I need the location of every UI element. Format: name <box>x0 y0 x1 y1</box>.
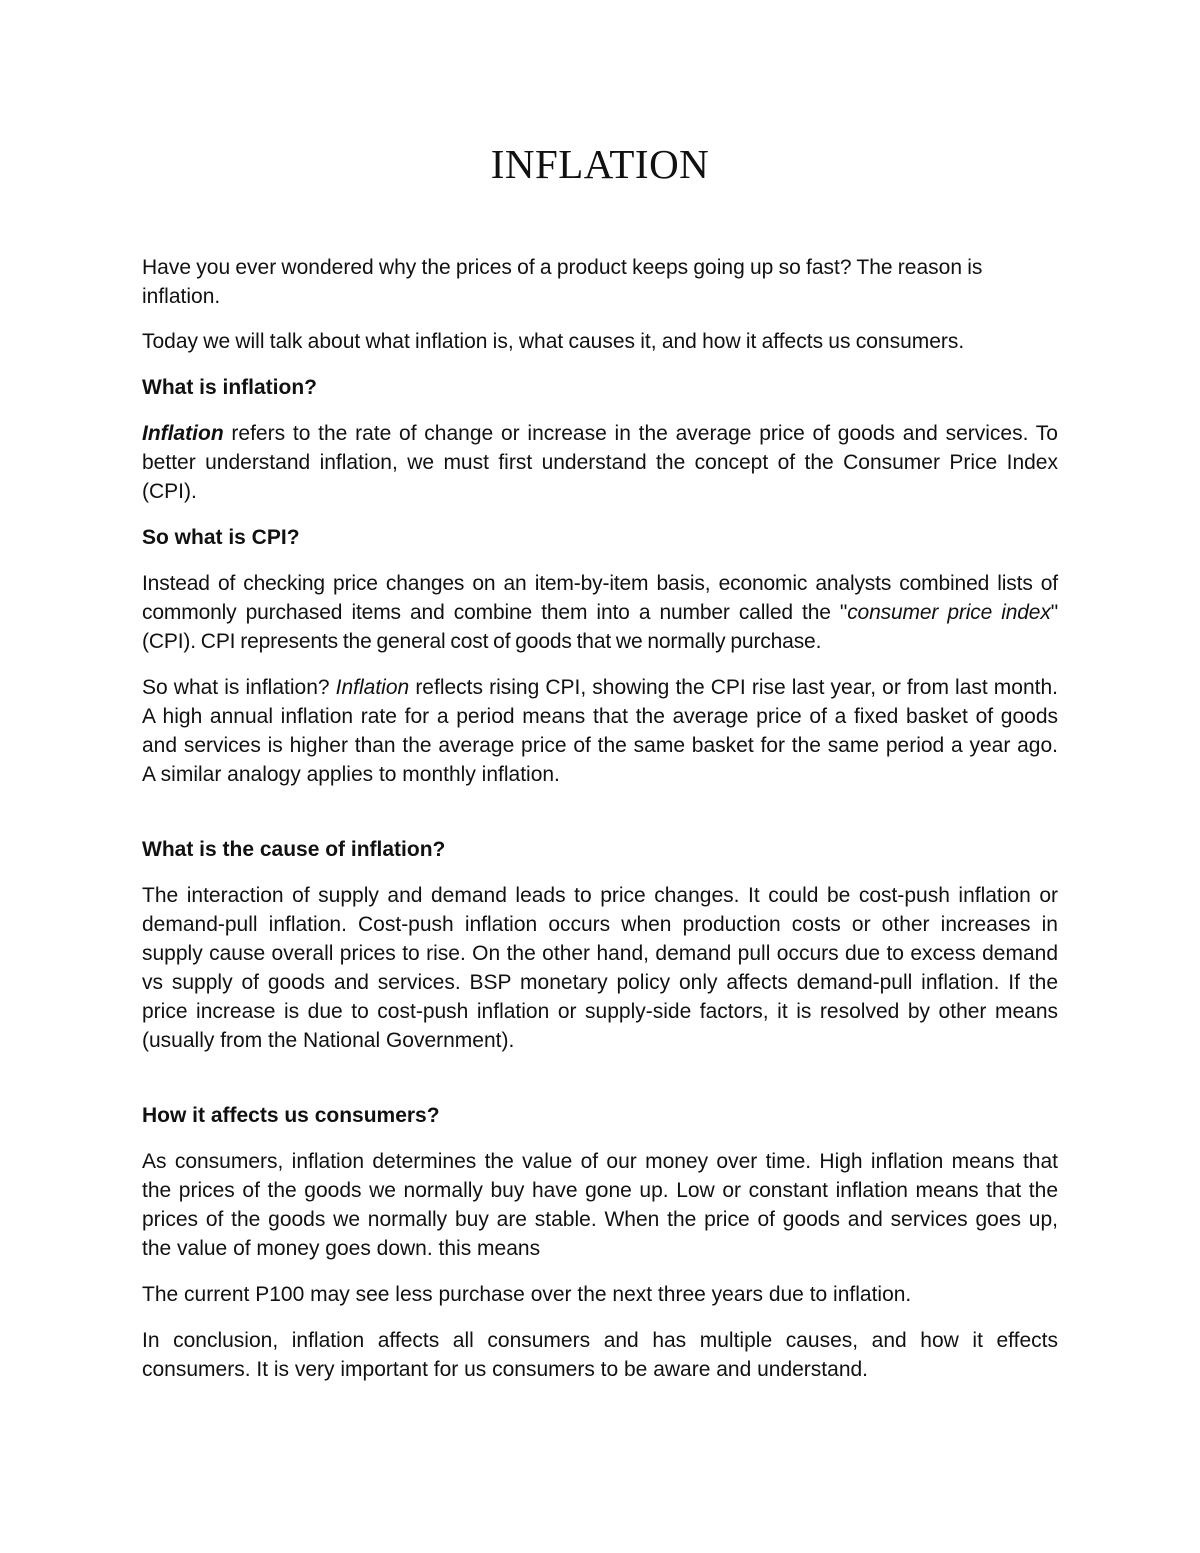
cpi-definition-end: " (CPI). CPI represents the general cost of goods that we normally purchase. <box>142 601 1059 653</box>
paragraph-affects-2: The current P100 may see less purchase over the next three years due to inflation. <box>142 1283 912 1306</box>
paragraph-cpi-definition <box>142 569 1058 656</box>
intro-paragraph-1: Have you ever wondered why the prices of a product keeps going up so fast? The reason is inflation. <box>142 256 983 308</box>
term-consumer-price-index: consumer price index <box>847 601 1051 624</box>
heading-cause-of-inflation: What is the cause of inflation? <box>142 838 446 861</box>
heading-affects-consumers: How it affects us consumers? <box>142 1104 440 1127</box>
heading-what-is-cpi: So what is CPI? <box>142 526 300 549</box>
term-inflation: Inflation <box>142 422 224 445</box>
paragraph-conclusion: In conclusion, inflation affects all consumers and has multiple causes, and how it effects consumers. It is very important for us consumers to be aware and understand. <box>142 1329 1058 1381</box>
paragraph-inflation-cpi <box>142 673 1058 789</box>
inflation-definition-text: refers to the rate of change or increase in the average price of goods and services. To better understand inflation, we must first understand the concept of the Consumer Price Index (CPI). <box>142 422 1058 503</box>
paragraph-cause: The interaction of supply and demand leads to price changes. It could be cost-push inflation or demand-pull inflation. Cost-push inflation occurs when production costs or other increases in supply cause overall prices to rise. On the other hand, demand pull occurs due to excess demand vs supply of goods and services. BSP monetary policy only affects demand-pull inflation. If the price increase is due to cost-push inflation or supply-side factors, it is resolved by other means (usually from the National Government). <box>142 884 1058 1052</box>
paragraph-inflation-definition <box>142 419 1058 506</box>
intro-paragraph-2: Today we will talk about what inflation is, what causes it, and how it affects us consumers. <box>142 330 965 353</box>
heading-what-is-inflation: What is inflation? <box>142 376 317 399</box>
document-body <box>142 253 1058 1384</box>
inflation-cpi-start: So what is inflation? <box>142 676 336 699</box>
inflation-cpi-end: reflects rising CPI, showing the CPI rise last year, or from last month. A high annual inflation rate for a period means that the average price of a fixed basket of goods and services is higher than the average price of the same basket for the same period a year ago. A similar analogy applies to monthly inflation. <box>142 676 1059 786</box>
document-title <box>142 140 1058 188</box>
term-inflation-2: Inflation <box>335 676 410 699</box>
cpi-definition-start: Instead of checking price changes on an item-by-item basis, economic analysts combined lists of commonly purchased items and combine them into a number called the " <box>142 572 1058 624</box>
document-title-text: INFLATION <box>490 141 710 187</box>
paragraph-affects-1: As consumers, inflation determines the value of our money over time. High inflation means that the prices of the goods we normally buy have gone up. Low or constant inflation means that the prices of the goods we normally buy are stable. When the price of goods and services goes up, the value of money goes down. this means <box>142 1150 1058 1260</box>
